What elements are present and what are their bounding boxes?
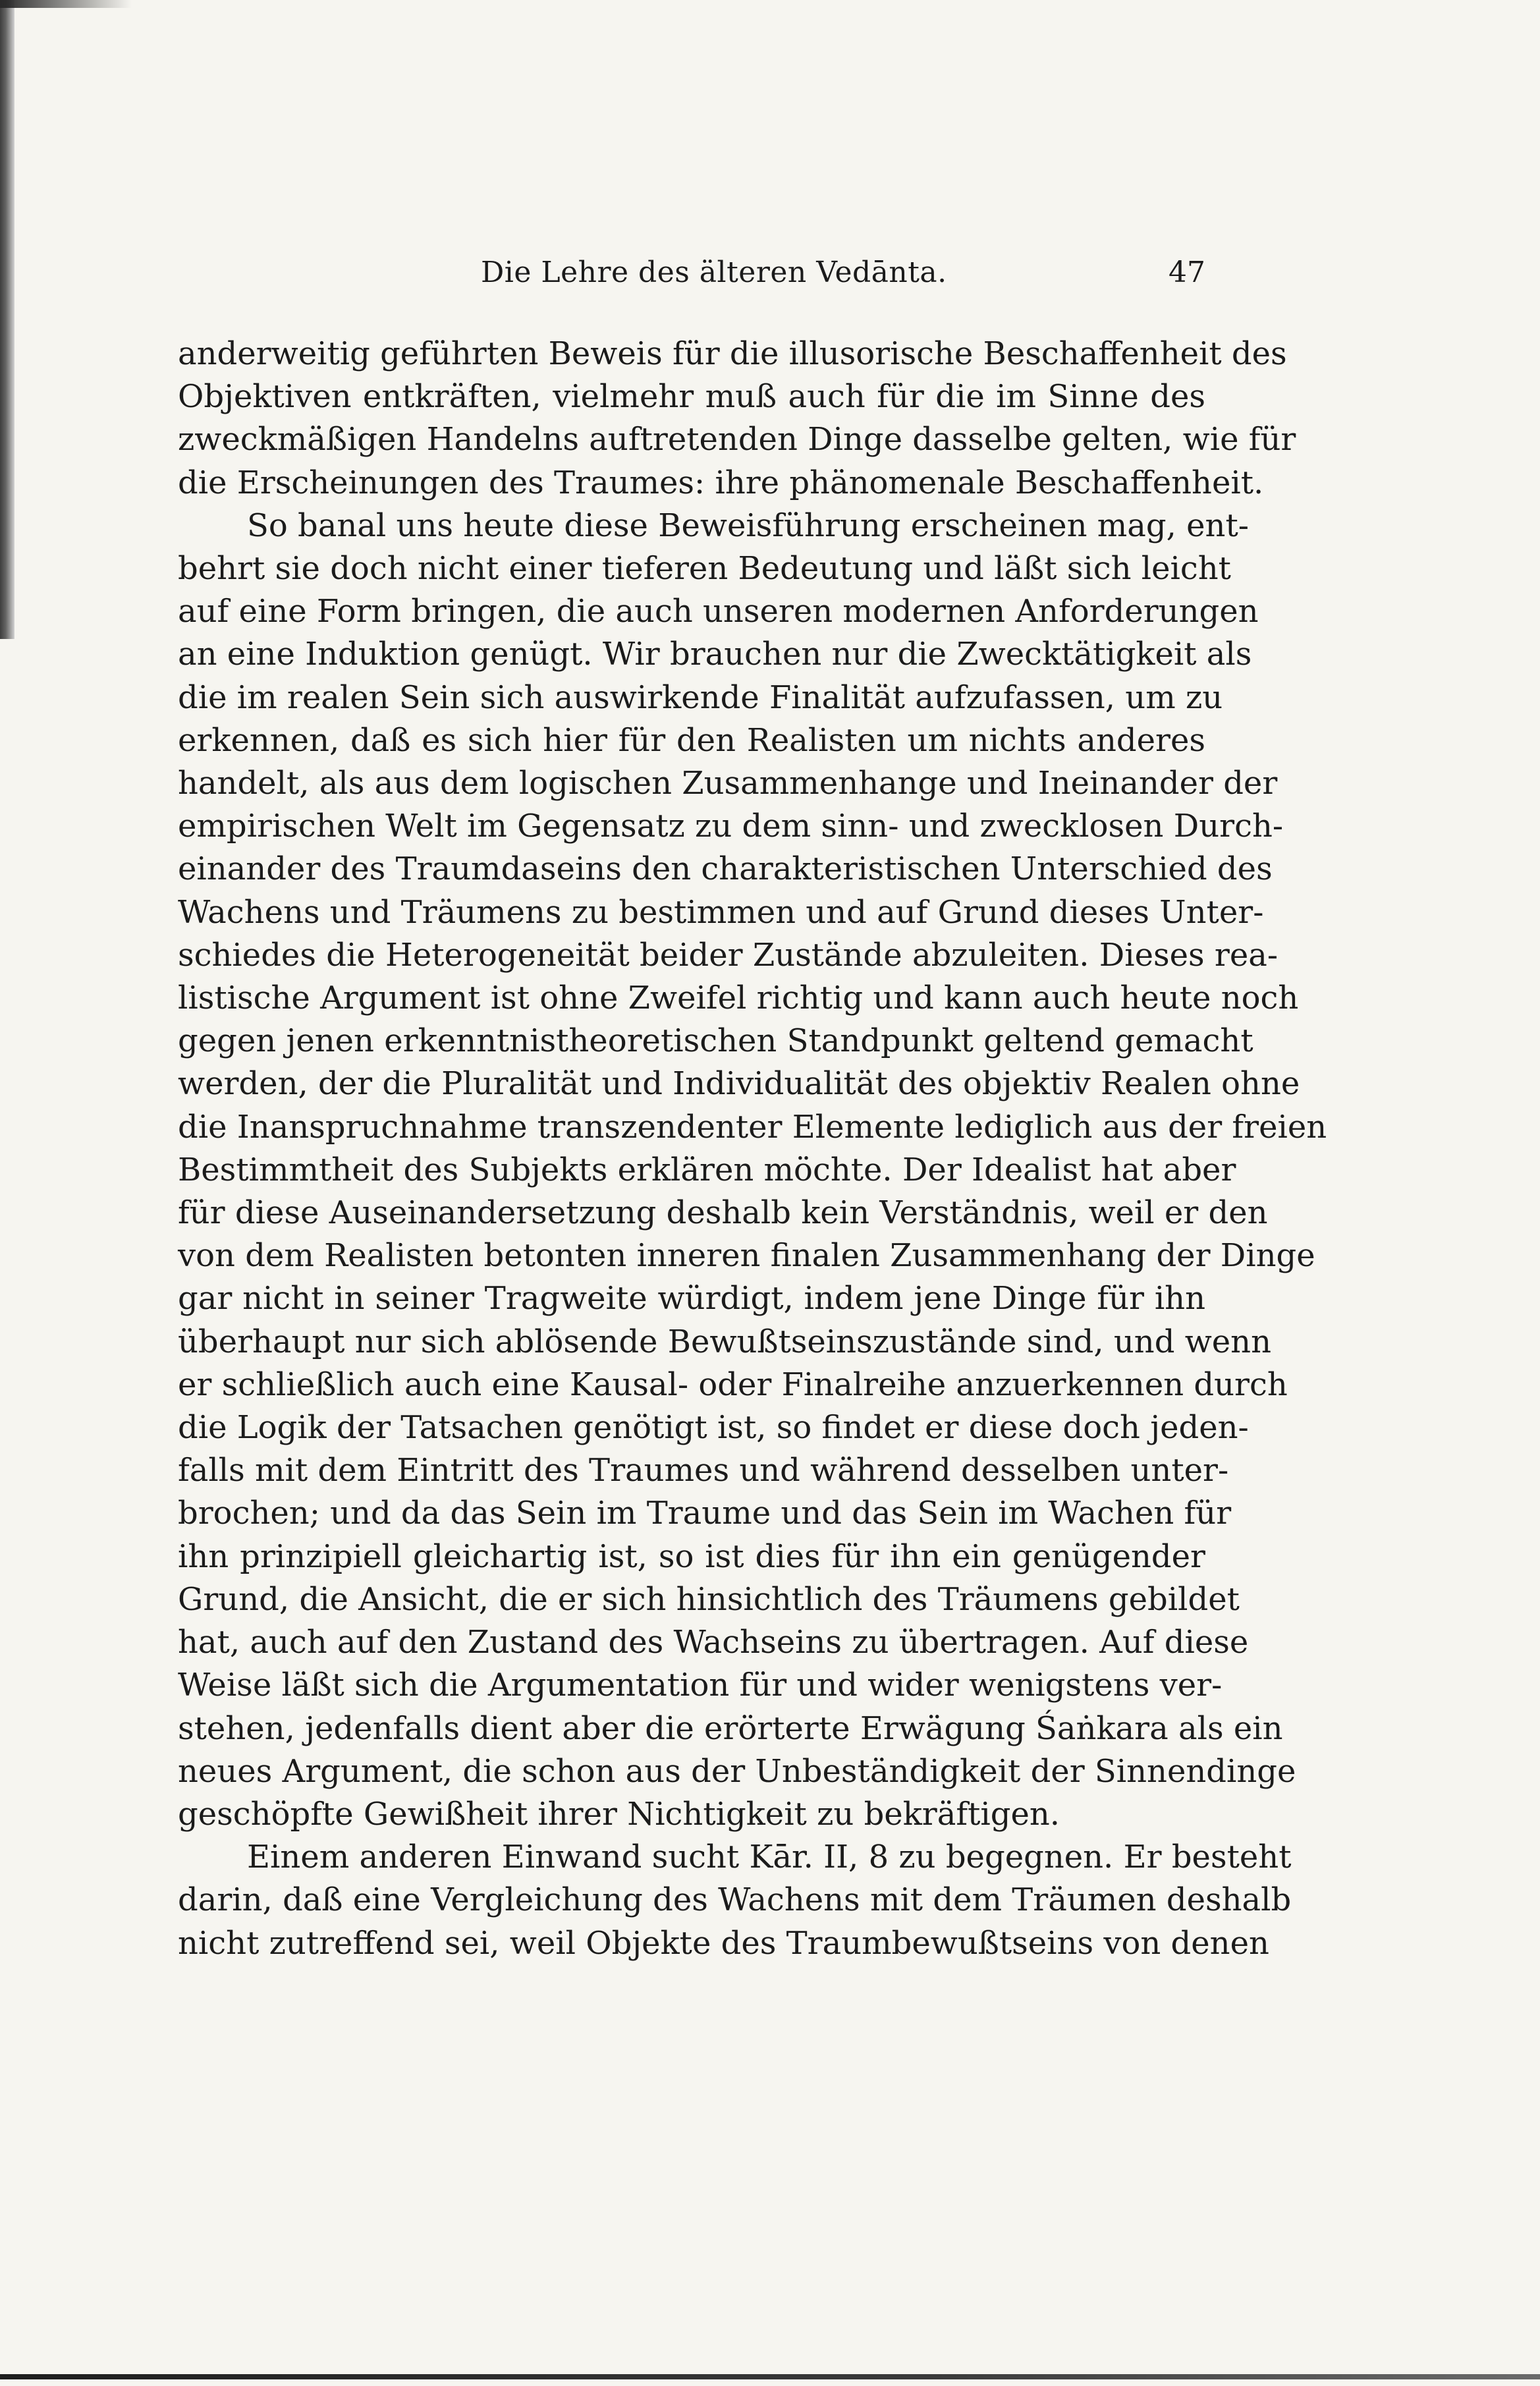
text-line: schiedes die Heterogeneität beider Zustände abzuleiten. Dieses rea-: [178, 936, 1279, 974]
text-line: gar nicht in seiner Tragweite würdigt, indem jene Dinge für ihn: [178, 1280, 1205, 1318]
text-line: erkennen, daß es sich hier für den Realisten um nichts anderes: [178, 721, 1205, 759]
text-line: Einem anderen Einwand sucht Kār. II, 8 zu begegnen. Er besteht: [247, 1839, 1292, 1876]
scan-edge-bottom: [0, 2374, 1540, 2379]
text-line: Grund, die Ansicht, die er sich hinsichtlich des Träumens gebildet: [178, 1580, 1240, 1618]
page-header: [178, 256, 1205, 295]
text-line: Objektiven entkräften, vielmehr muß auch für die im Sinne des: [178, 378, 1205, 416]
text-line: neues Argument, die schon aus der Unbeständigkeit der Sinnendinge: [178, 1752, 1296, 1790]
text-line: die Inanspruchnahme transzendenter Elemente lediglich aus der freien: [178, 1108, 1327, 1146]
text-line: einander des Traumdaseins den charakteristischen Unterschied des: [178, 850, 1273, 888]
text-line: behrt sie doch nicht einer tieferen Bedeutung und läßt sich leicht: [178, 550, 1231, 588]
text-line: handelt, als aus dem logischen Zusammenhange und Ineinander der: [178, 765, 1278, 802]
text-line: Wachens und Träumens zu bestimmen und auf Grund dieses Unter-: [178, 893, 1264, 931]
text-line: die Logik der Tatsachen genötigt ist, so findet er diese doch jeden-: [178, 1409, 1249, 1447]
text-line: zweckmäßigen Handelns auftretenden Dinge dasselbe gelten, wie für: [178, 421, 1296, 458]
text-line: gegen jenen erkenntnistheoretischen Standpunkt geltend gemacht: [178, 1022, 1253, 1060]
scan-edge-top: [0, 0, 132, 8]
text-line: falls mit dem Eintritt des Traumes und während desselben unter-: [178, 1452, 1229, 1489]
body-text: [178, 333, 1327, 1965]
paragraph: [178, 1836, 1292, 1965]
paragraph: [178, 333, 1296, 505]
text-line: hat, auch auf den Zustand des Wachseins zu übertragen. Auf diese: [178, 1624, 1249, 1661]
text-line: anderweitig geführten Beweis für die illusorische Beschaffenheit des: [178, 335, 1287, 372]
text-line: werden, der die Pluralität und Individualität des objektiv Realen ohne: [178, 1065, 1300, 1103]
page-number: 47: [1169, 256, 1205, 289]
text-line: er schließlich auch eine Kausal- oder Finalreihe anzuerkennen durch: [178, 1366, 1288, 1403]
text-line: nicht zutreffend sei, weil Objekte des Traumbewußtseins von denen: [178, 1924, 1269, 1962]
text-line: stehen, jedenfalls dient aber die erörterte Erwägung Śaṅkara als ein: [178, 1709, 1283, 1747]
text-line: an eine Induktion genügt. Wir brauchen nur die Zwecktätigkeit als: [178, 636, 1252, 673]
scan-edge-left: [0, 0, 14, 639]
text-line: auf eine Form bringen, die auch unseren modernen Anforderungen: [178, 593, 1259, 630]
text-line: darin, daß eine Vergleichung des Wachens mit dem Träumen deshalb: [178, 1881, 1292, 1919]
text-line: überhaupt nur sich ablösende Bewußtseinszustände sind, und wenn: [178, 1323, 1272, 1360]
text-line: brochen; und da das Sein im Traume und das Sein im Wachen für: [178, 1495, 1232, 1532]
text-line: die Erscheinungen des Traumes: ihre phänomenale Beschaffenheit.: [178, 464, 1264, 501]
text-line: Weise läßt sich die Argumentation für und wider wenigstens ver-: [178, 1667, 1223, 1704]
text-line: von dem Realisten betonten inneren finalen Zusammenhang der Dinge: [178, 1237, 1315, 1275]
text-line: empirischen Welt im Gegensatz zu dem sinn- und zwecklosen Durch-: [178, 808, 1284, 845]
text-line: geschöpfte Gewißheit ihrer Nichtigkeit zu bekräftigen.: [178, 1795, 1060, 1833]
paragraph: [178, 505, 1327, 1836]
text-line: listische Argument ist ohne Zweifel richtig und kann auch heute noch: [178, 980, 1299, 1017]
text-line: für diese Auseinandersetzung deshalb kein Verständnis, weil er den: [178, 1194, 1268, 1232]
text-line: ihn prinzipiell gleichartig ist, so ist dies für ihn ein genügender: [178, 1538, 1205, 1575]
text-line: So banal uns heute diese Beweisführung erscheinen mag, ent-: [247, 507, 1249, 544]
text-line: die im realen Sein sich auswirkende Finalität aufzufassen, um zu: [178, 679, 1223, 716]
running-title: Die Lehre des älteren Vedānta.: [481, 256, 947, 289]
text-line: Bestimmtheit des Subjekts erklären möchte. Der Idealist hat aber: [178, 1151, 1236, 1188]
